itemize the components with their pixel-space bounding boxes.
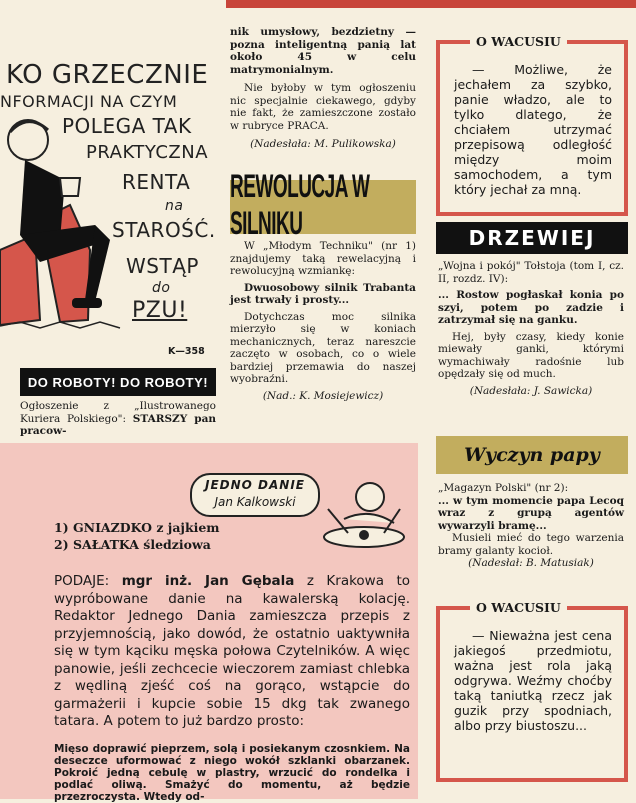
cartoon-line-7: STAROŚĆ. [112, 218, 216, 242]
dish-1: 1) GNIAZDKO z jajkiem [54, 520, 220, 535]
wyczyn-lead: „Magazyn Polski" (nr 2): [438, 482, 569, 494]
wacusiu-title-1: O WACUSIU [470, 34, 567, 49]
wacusiu-box-2 [436, 606, 628, 782]
rewolucja-bold: Dwuosobowy silnik Trabanta jest trwały i prosty... [230, 281, 416, 306]
wyczyn-title: Wyczyn papy [464, 444, 600, 466]
jedno-danie-logo [190, 473, 320, 517]
rewolucja-banner [230, 169, 416, 243]
mid-article-para: Nie byłoby w tym ogłoszeniu nic specjalnie ciekawego, gdyby nie fakt, że zamieszczone zostało w rubryce PRACA. [230, 82, 416, 132]
top-red-bar [226, 0, 636, 8]
rewolucja-para1: W „Młodym Techniku" (nr 1) znajdujemy taką rewelacyjną i rewolucyjną wzmiankę: [230, 240, 416, 277]
rewolucja-title: REWOLUCJA W SILNIKU [230, 169, 370, 243]
drzewiej-banner: DRZEWIEJ [436, 222, 628, 254]
podaje-label: PODAJE: [54, 573, 110, 589]
wyczyn-bold: ... w tym momencie papa Lecoq wraz z grupą agentów wywarzyli bramę... [438, 494, 624, 532]
jedno-danie-panel [0, 443, 418, 803]
cartoon-line-1: KO GRZECZNIE [6, 60, 209, 90]
wyczyn-credit: (Nadesłał: B. Matusiak) [468, 557, 594, 569]
wacusiu-title-2: O WACUSIU [470, 600, 567, 615]
jedno-danie-intro [54, 573, 410, 731]
jedno-danie-logo-author: Jan Kalkowski [214, 495, 296, 509]
mid-article [230, 26, 416, 151]
mid-article-credit: (Nadesłała: M. Pulikowska) [250, 138, 396, 150]
wacusiu-text-1: — Możliwe, że jechałem za szybko, panie władzo, ale to tylko dlatego, że chciałem utrzymać przepisową odległość między moim samochodem, a tym który jechał za mną. [454, 62, 612, 197]
wyczyn-article [438, 482, 624, 570]
drzewiej-article [438, 260, 624, 397]
do-roboty-banner: DO ROBOTY! DO ROBOTY! [20, 368, 216, 396]
drzewiej-lead: „Wojna i pokój" Tołstoja (tom I, cz. II, rozdz. IV): [438, 260, 624, 285]
cartoon-line-4: PRAKTYCZNA [86, 142, 209, 163]
dish-2: 2) SAŁATKA śledziowa [54, 537, 211, 552]
dish-list [54, 519, 220, 553]
intro-text: z Krakowa to wypróbowane danie na kawalerską kolację. Redaktor Jednego Dania zamieszcza przepis z przyjemnością, jako dowód, że ostatnio uaktywniła się w tym kąciku męska połowa Czytelników. A więc panowie, jeśli zechcecie wieczorem zamiast chlebka z wędliną zjeść coś na gorąco, wstąpcie do garmażerii i kupcie sobie 15 dkg tak zwanego tatara. A potem to już bardzo prosto: [54, 573, 411, 729]
rewolucja-para2: Dotychczas moc silnika mierzyło się w koniach mechanicznych, teraz nareszcie zaczęto w osobach, co o wiele bardziej przemawia do naszej wyobraźni. [230, 310, 416, 385]
drzewiej-para: Hej, były czasy, kiedy konie miewały ganki, którymi wymachiwały radośnie lub opędzały się od much. [438, 330, 624, 380]
cartoon-credit: K—358 [168, 346, 205, 357]
rewolucja-article [230, 240, 416, 402]
drzewiej-bold: ... Rostow pogłaskał konia po szyi, potem po zadzie i zatrzymał się na ganku. [438, 289, 624, 326]
recipe-text: Mięso doprawić pieprzem, solą i posiekanym czosnkiem. Na deseczce uformować z niego wokół szklanki obarzanek. Pokroić jedną cebulę w plastry, wrzucić do rondelka i podlać oliwą. Smażyć do momentu, aż będzie przezroczysta. Wtedy od- [54, 743, 410, 803]
do-roboty-lead: Ogłoszenie z „Ilustrowanego Kuriera Polskiego": [20, 400, 216, 425]
do-roboty-bold: STARSZY pan pracow- [20, 412, 217, 437]
cartoon-line-8: WSTĄP [126, 254, 199, 278]
jedno-danie-logo-title: JEDNO DANIE [205, 478, 305, 492]
podaje-author: mgr inż. Jan Gębala [121, 573, 295, 589]
cartoon-line-9: do [152, 280, 171, 296]
wacusiu-box-1 [436, 40, 628, 216]
cartoon-line-3: POLEGA TAK [62, 114, 192, 138]
rewolucja-credit: (Nad.: K. Mosiejewicz) [262, 389, 384, 402]
cartoon-line-5: RENTA [122, 170, 191, 194]
cartoon-line-2: NFORMACJI NA CZYM [0, 92, 178, 111]
cartoon-line-6: na [165, 198, 184, 214]
eating-man-illustration [314, 469, 414, 559]
wacusiu-text-2: — Nieważna jest cena jakiegoś przedmiotu, ważna jest rola jaką odgrywa. Weźmy choćby taką taniutką rzecz jak guzik przy spodniach, albo przy biustoszu... [454, 628, 612, 733]
jedno-danie-inner [44, 443, 418, 803]
do-roboty-text [20, 400, 216, 438]
drzewiej-credit: (Nadesłała: J. Sawicka) [469, 384, 593, 397]
wyczyn-banner [436, 436, 628, 474]
cartoon-line-10: PZU! [132, 298, 188, 323]
wyczyn-para: Musieli mieć do tego warzenia bramy galanty kocioł. [438, 532, 624, 557]
cartoon-illustration [0, 0, 218, 340]
mid-article-bold: nik umysłowy, bezdzietny — pozna inteligentną panią lat około 45 w celu matrymonialnym. [230, 26, 416, 76]
